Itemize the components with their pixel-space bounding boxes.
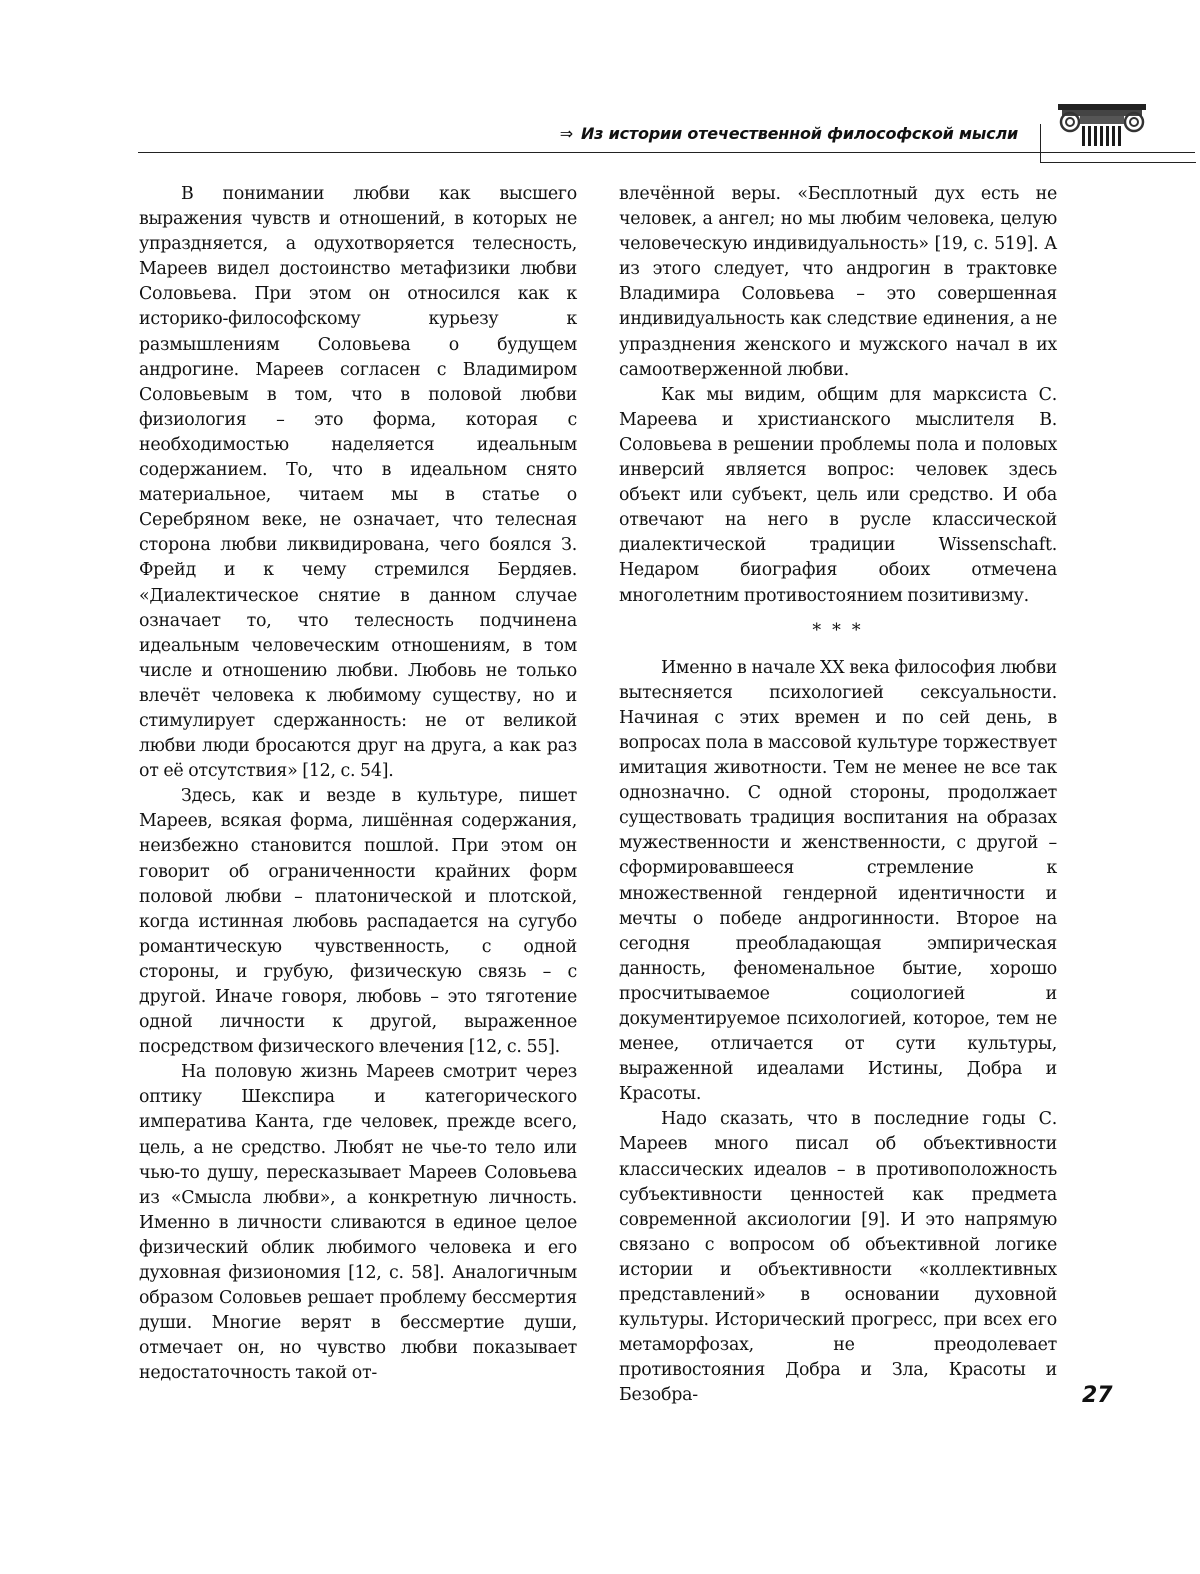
paragraph: Именно в начале XX века философия любви вытесняется психологией сексуальности. Начиная с этих времен и по сей день, в вопросах пола в массовой культуре торжествует имитация животности. Тем не менее не все так однозначно. С одной стороны, продолжает существовать традиция воспитания на образах мужественности и женственности, с другой – сформировавшееся стремление к множественной гендерной идентичности и мечты о победе андрогинности. Второе на сегодня преобладающая эмпирическая данность, феноменальное бытие, хорошо просчитываемое социологией и документируемое психологией, которое, тем не менее, отличается от сути культуры, выраженной идеалами Истины, Добра и Красоты. bbox=[619, 657, 1057, 1105]
paragraph: Здесь, как и везде в культуре, пишет Мареев, всякая форма, лишённая содержания, неизбежно становится пошлой. При этом он говорит об ограниченности крайних форм половой любви – платонической и плотской, когда истинная любовь распадается на сугубо романтическую чувственность, с одной стороны, и грубую, физическую связь – с другой. Иначе говоря, любовь – это тяготение одной личности к другой, выраженное посредством физического влечения [12, с. 55]. bbox=[139, 786, 577, 1058]
paragraph: Надо сказать, что в последние годы С. Мареев много писал об объективности классических идеалов – в противоположность субъективности ценностей как предмета современной аксиологии [9]. И это напрямую связано с вопросом об объективной логике истории и объективности «коллективных представлений» в основании духовной культуры. Исторический прогресс, при всех его метаморфозах, не преодолевает противостояния Добра и Зла, Красоты и Безобра- bbox=[619, 1109, 1057, 1406]
paragraph-continued: влечённой веры. «Бесплотный дух есть не человек, а ангел; но мы любим человека, целую человеческую индивидуальность» [19, с. 519]. А из этого следует, что андрогин в трактовке Владимира Соловьева – это совершенная индивидуальность как следствие единения, а не упразднения женского и мужского начал в их самоотверженной любви. bbox=[619, 184, 1057, 380]
running-header bbox=[138, 122, 1018, 152]
header-title-text: Из истории отечественной философской мысли bbox=[580, 124, 1018, 143]
ionic-column-capital-icon bbox=[1058, 100, 1146, 148]
left-column bbox=[139, 182, 577, 1387]
paragraph: Как мы видим, общим для марксиста С. Мареева и христианского мыслителя В. Соловьева в решении проблемы пола и половых инверсий является вопрос: человек здесь объект или субъект, цель или средство. И оба отвечают на него в русле классической диалектической традиции Wissenschaft. Недаром биография обоих отмечена многолетним противостоянием позитивизму. bbox=[619, 384, 1057, 606]
arrow-icon: ⇒ bbox=[559, 124, 573, 143]
header-title bbox=[560, 124, 1018, 143]
right-column bbox=[619, 182, 1057, 1409]
paragraph: В понимании любви как высшего выражения чувств и отношений, в которых не упраздняется, а одухотворяется телесность, Мареев видел достоинство метафизики любви Соловьева. При этом он относился как к историко-философскому курьезу к размышлениям Соловьева о будущем андрогине. Мареев согласен с Владимиром Соловьевым в том, что в половой любви физиология – это форма, которая с необходимостью наделяется идеальным содержанием. То, что в идеальном снято материальное, читаем мы в статье о Серебряном веке, не означает, что телесная сторона любви ликвидирована, чего боялся З. Фрейд и к чему стремился Бердяев. «Диалектическое снятие в данном случае означает то, что телесность подчинена идеальным человеческим отношениям, в том числе и отношению любви. Любовь не только влечёт человека к любимому существу, но и стимулирует сдержанность: не от великой любви люди бросаются друг на друга, а как раз от её отсутствия» [12, с. 54]. bbox=[139, 184, 577, 782]
header-rule bbox=[138, 152, 1195, 153]
page-number: 27 bbox=[1082, 1383, 1113, 1408]
paragraph: На половую жизнь Мареев смотрит через оптику Шекспира и категорического императива Канта, где человек, прежде всего, цель, а не средство. Любят не чье-то тело или чью-то душу, пересказывает Мареев Соловьева из «Смысла любви», а конкретную личность. Именно в личности сливаются в единое целое физический облик любимого человека и его духовная физиономия [12, с. 58]. Аналогичным образом Соловьев решает проблему бессмертия души. Многие верят в бессмертие души, отмечает он, но чувство любви показывает недостаточность такой от- bbox=[139, 1062, 577, 1384]
section-separator: * * * bbox=[812, 620, 864, 641]
logo bbox=[1040, 100, 1195, 162]
